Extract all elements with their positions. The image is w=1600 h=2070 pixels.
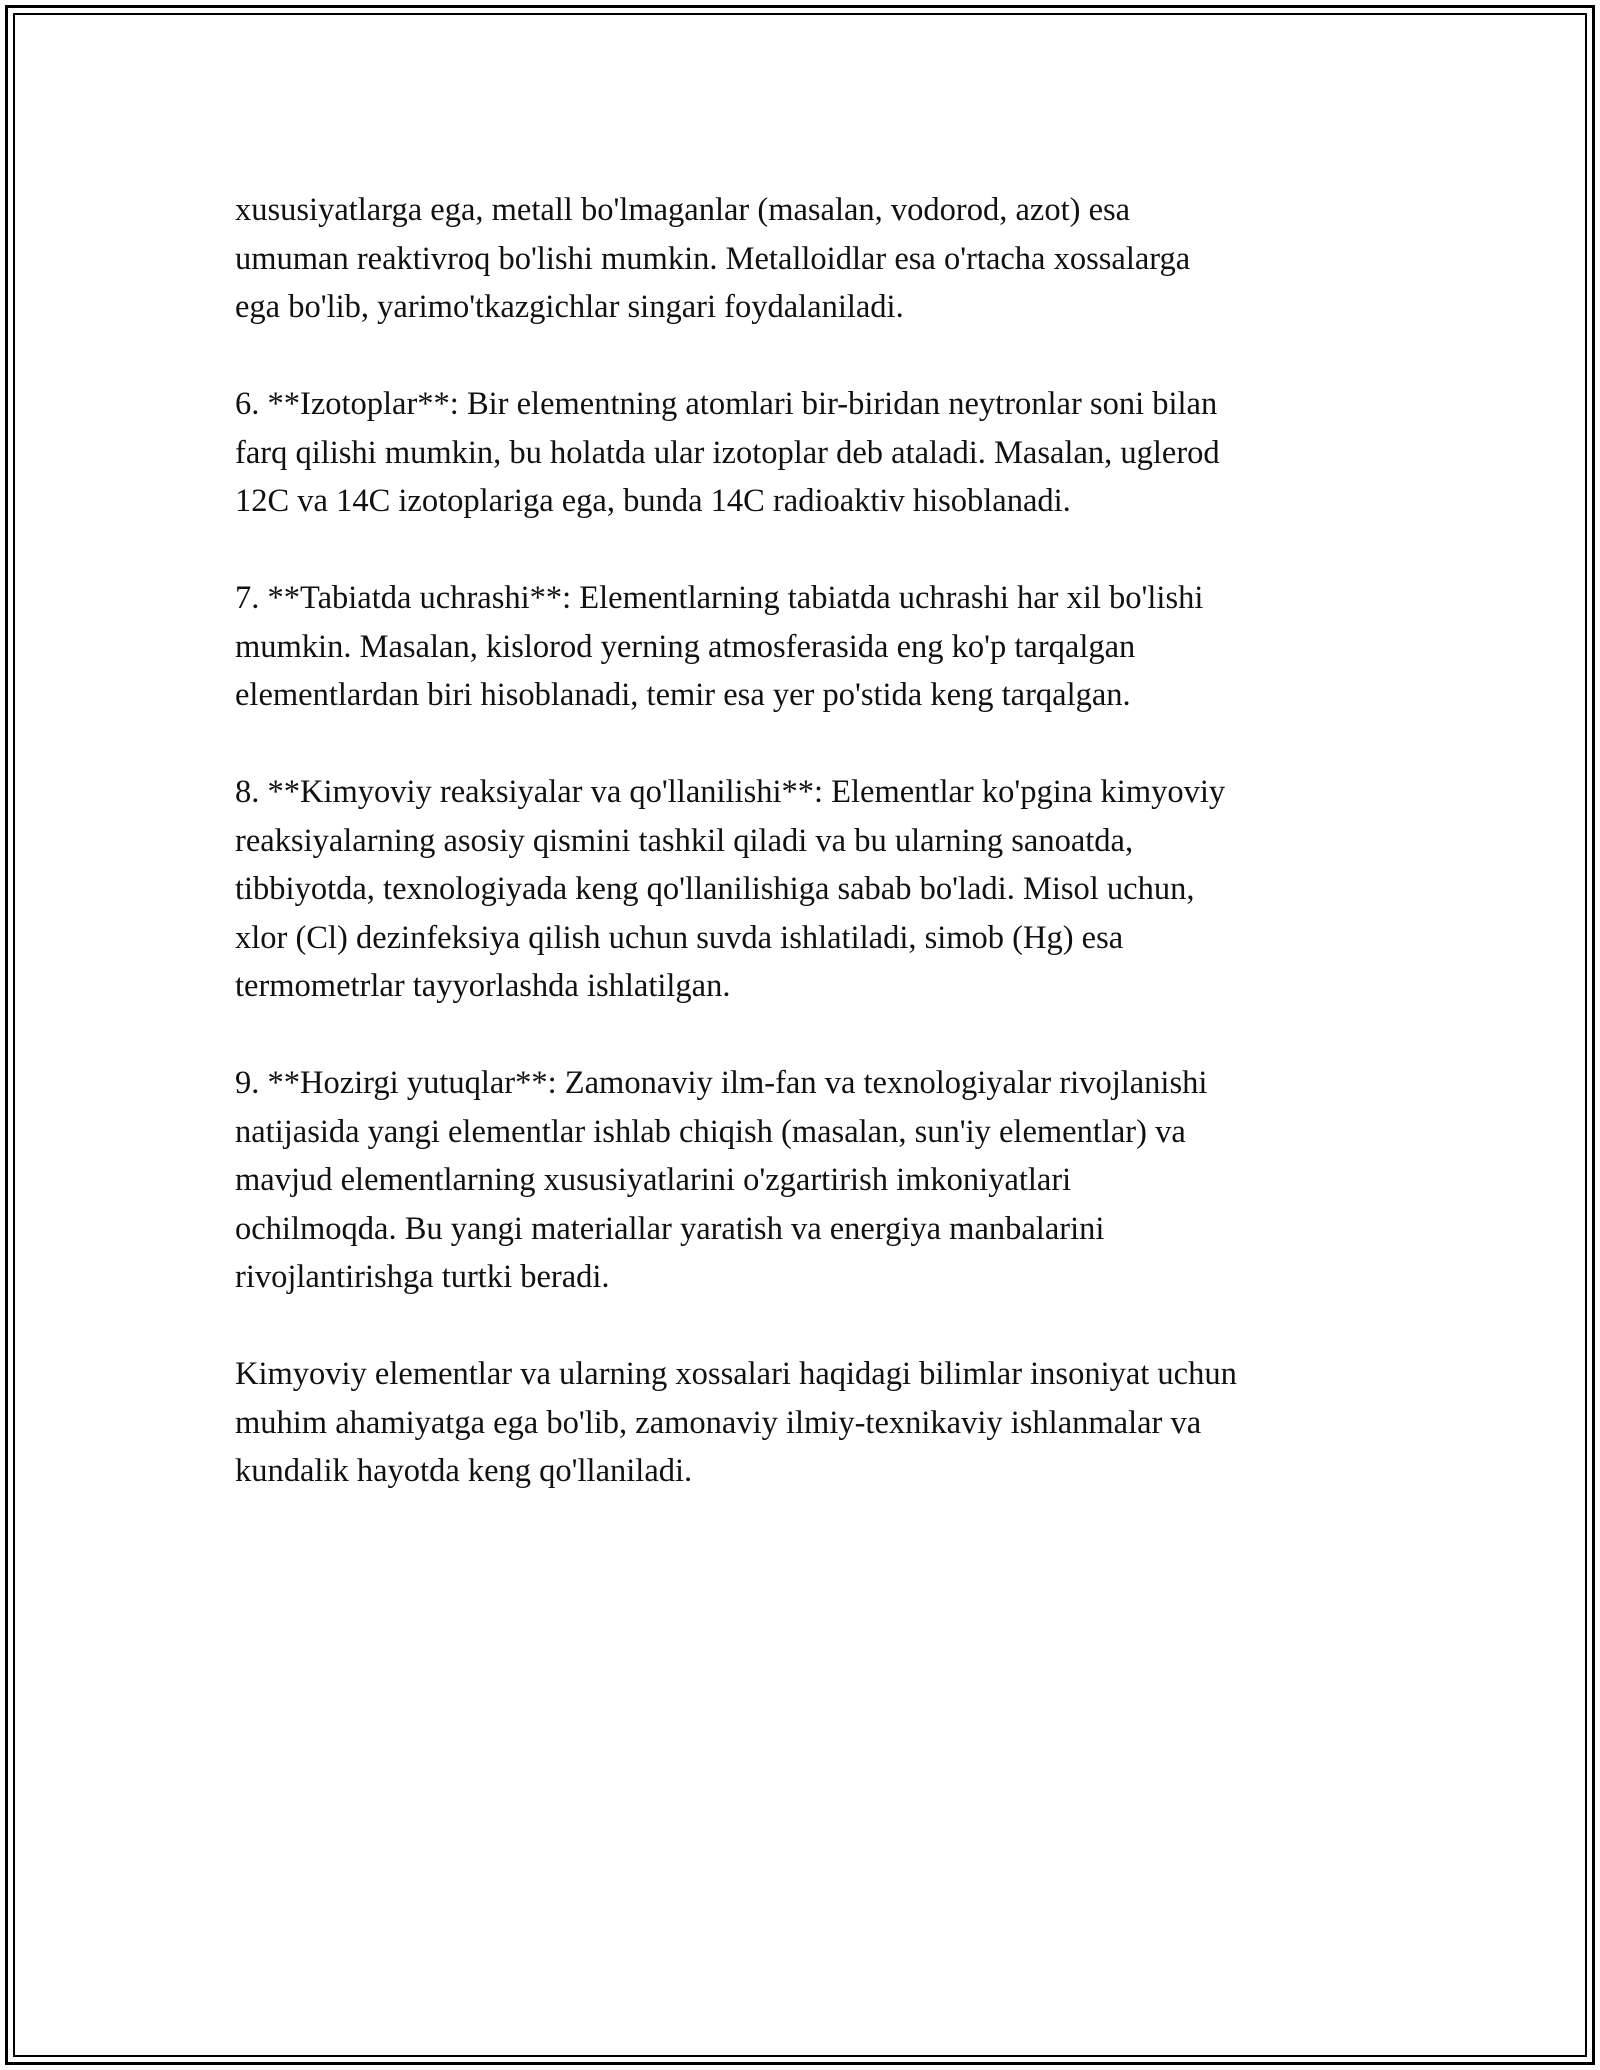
text-line: rivojlantirishga turtki beradi. (235, 1259, 610, 1295)
document-body (235, 186, 1385, 1544)
text-line: tibbiyotda, texnologiyada keng qo'llanilishiga sabab bo'ladi. Misol uchun, (235, 871, 1195, 907)
text-line: Kimyoviy elementlar va ularning xossalari haqidagi bilimlar insoniyat uchun (235, 1356, 1237, 1392)
text-line: 6. **Izotoplar**: Bir elementning atomlari bir-biridan neytronlar soni bilan (235, 386, 1218, 422)
text-line: 8. **Kimyoviy reaksiyalar va qo'llanilishi**: Elementlar ko'pgina kimyoviy (235, 774, 1226, 810)
text-line: reaksiyalarning asosiy qismini tashkil qiladi va bu ularning sanoatda, (235, 822, 1134, 859)
text-line: xlor (Cl) dezinfeksiya qilish uchun suvda ishlatiladi, simob (Hg) esa (235, 919, 1124, 956)
text-line: termometrlar tayyorlashda ishlatilgan. (235, 968, 731, 1004)
text-line: natijasida yangi elementlar ishlab chiqish (masalan, sun'iy elementlar) va (235, 1113, 1186, 1150)
text-line: xususiyatlarga ega, metall bo'lmaganlar (masalan, vodorod, azot) esa (235, 192, 1131, 228)
text-line: 9. **Hozirgi yutuqlar**: Zamonaviy ilm-fan va texnologiyalar rivojlanishi (235, 1065, 1208, 1101)
text-line: ochilmoqda. Bu yangi materiallar yaratish va energiya manbalarini (235, 1210, 1105, 1247)
paragraph-tabiatda-uchrashi (235, 574, 1385, 720)
paragraph-metals-intro (235, 186, 1385, 332)
paragraph-hozirgi-yutuqlar (235, 1059, 1385, 1302)
text-line: kundalik hayotda keng qo'llaniladi. (235, 1453, 693, 1489)
text-line: 12C va 14C izotoplariga ega, bunda 14C radioaktiv hisoblanadi. (235, 483, 1071, 519)
text-line: 7. **Tabiatda uchrashi**: Elementlarning tabiatda uchrashi har xil bo'lishi (235, 580, 1204, 616)
paragraph-kimyoviy-reaksiyalar (235, 768, 1385, 1011)
text-line: mumkin. Masalan, kislorod yerning atmosferasida eng ko'p tarqalgan (235, 628, 1136, 665)
text-line: mavjud elementlarning xususiyatlarini o'zgartirish imkoniyatlari (235, 1162, 1072, 1198)
text-line: umuman reaktivroq bo'lishi mumkin. Metalloidlar esa o'rtacha xossalarga (235, 240, 1191, 277)
text-line: muhim ahamiyatga ega bo'lib, zamonaviy ilmiy-texnikaviy ishlanmalar va (235, 1404, 1202, 1441)
text-line: ega bo'lib, yarimo'tkazgichlar singari foydalaniladi. (235, 289, 904, 325)
paragraph-conclusion (235, 1350, 1385, 1496)
text-line: farq qilishi mumkin, bu holatda ular izotoplar deb ataladi. Masalan, uglerod (235, 434, 1220, 471)
text-line: elementlardan biri hisoblanadi, temir esa yer po'stida keng tarqalgan. (235, 677, 1131, 713)
paragraph-izotoplar (235, 380, 1385, 526)
